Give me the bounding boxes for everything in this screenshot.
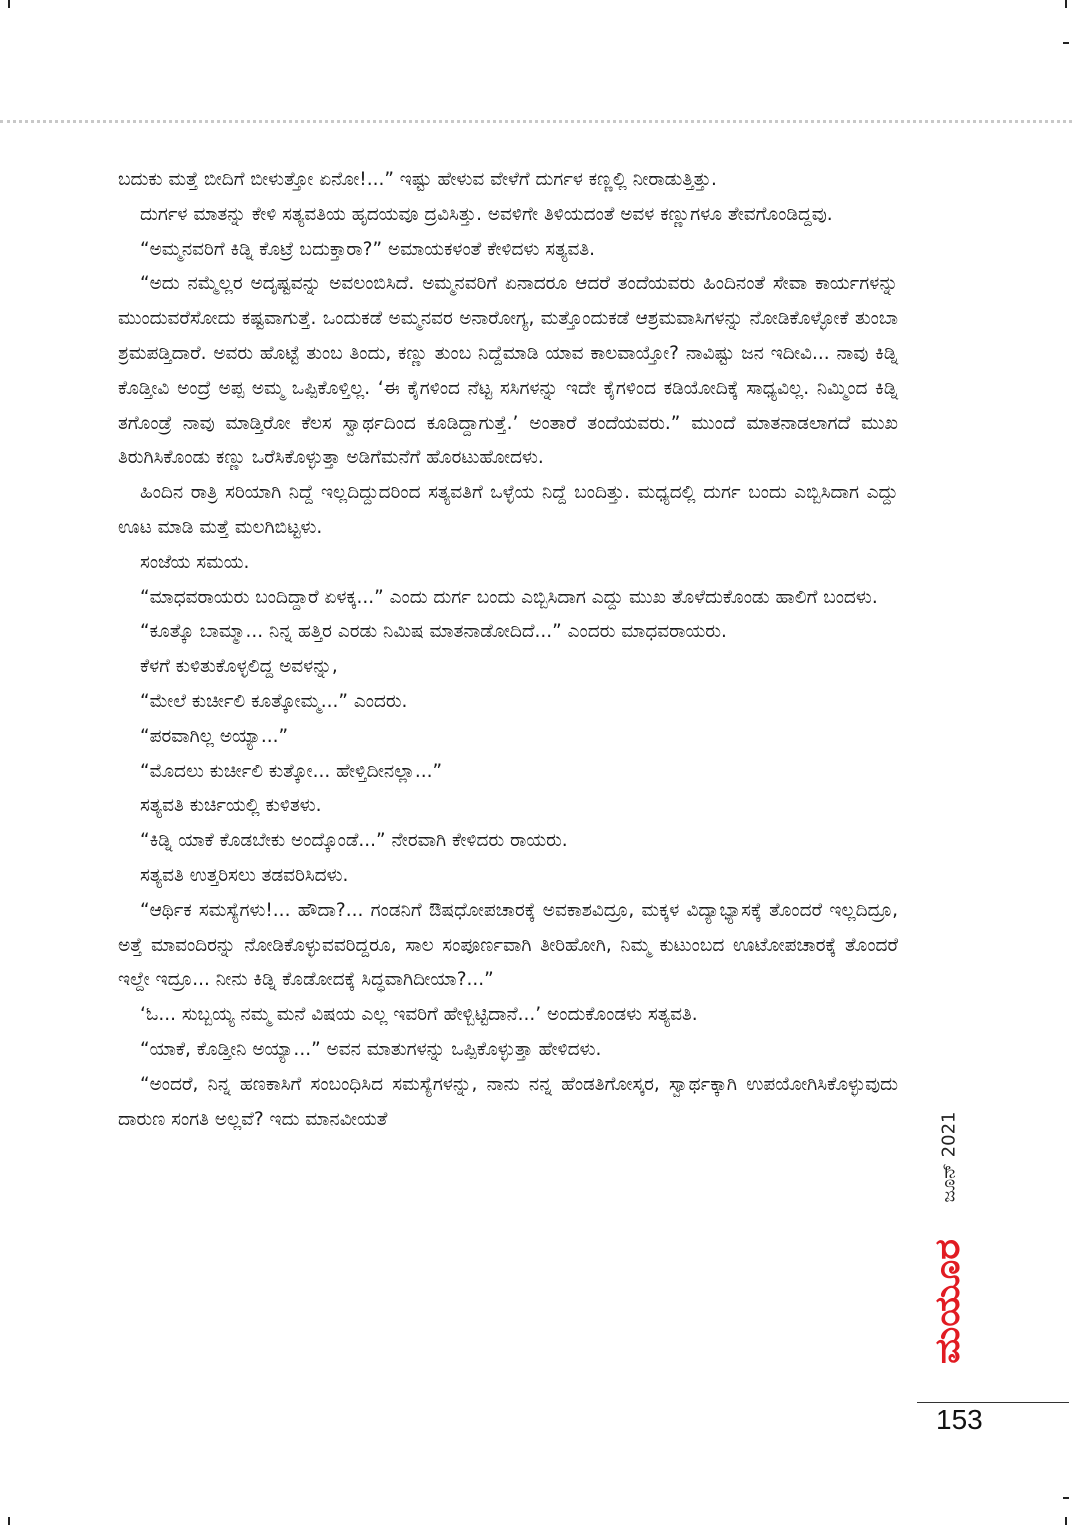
header-dotted-rule — [0, 120, 1072, 123]
crop-mark-right-top — [1063, 42, 1069, 44]
crop-mark-bottom-left — [8, 1517, 10, 1525]
article-paragraph: ಸತ್ಯವತಿ ಕುರ್ಚಿಯಲ್ಲಿ ಕುಳಿತಳು. — [140, 795, 322, 817]
article-paragraph: “ಕೂತ್ಕೊ ಬಾಮ್ಮಾ... ನಿನ್ನ ಹತ್ತಿರ ಎರಡು ನಿಮಿಷ ಮಾತನಾಡೋದಿದೆ...” ಎಂದರು ಮಾಧವರಾಯರು. — [140, 621, 727, 643]
article-paragraph: “ಅಂದರೆ, ನಿನ್ನ ಹಣಕಾಸಿಗೆ ಸಂಬಂಧಿಸಿದ ಸಮಸ್ಯೆಗಳನ್ನು, ನಾನು ನನ್ನ ಹೆಂಡತಿಗೋಸ್ಕರ, ಸ್ವಾರ್ಥಕ್ಕಾಗಿ ಉಪಯೋಗಿಸಿಕೊಳ್ಳುವುದು ದಾರುಣ ಸಂಗತಿ ಅಲ್ಲವೆ? ಇದು ಮಾನವೀಯತೆ — [118, 1073, 898, 1130]
article-paragraph: “ಮಾಧವರಾಯರು ಬಂದಿದ್ದಾರೆ ಏಳಕ್ಕ...” ಎಂದು ದುರ್ಗ ಬಂದು ಎಬ್ಬಿಸಿದಾಗ ಎದ್ದು ಮುಖ ತೊಳೆದುಕೊಂಡು ಹಾಲಿಗೆ ಬಂದಳು. — [140, 586, 878, 608]
issue-dateline: ಜೂನ್ 2021 — [938, 1111, 960, 1203]
article-paragraph: ಸತ್ಯವತಿ ಉತ್ತರಿಸಲು ತಡವರಿಸಿದಳು. — [140, 864, 349, 886]
crop-mark-right-bottom — [1063, 1497, 1069, 1499]
crop-mark-top-left — [8, 0, 10, 8]
magazine-branding — [928, 1102, 970, 1374]
footer-rule — [917, 1402, 1069, 1403]
article-paragraph: “ಪರವಾಗಿಲ್ಲ ಅಯ್ಯಾ...” — [140, 725, 289, 747]
article-paragraph: “ಮೊದಲು ಕುರ್ಚೀಲಿ ಕುತ್ಕೋ... ಹೇಳ್ತಿದೀನಲ್ಲಾ...” — [140, 760, 443, 782]
article-paragraph: “ಯಾಕೆ, ಕೊಡ್ತೀನಿ ಅಯ್ಯಾ...” ಅವನ ಮಾತುಗಳನ್ನು ಒಪ್ಪಿಕೊಳ್ಳುತ್ತಾ ಹೇಳಿದಳು. — [140, 1038, 602, 1060]
crop-mark-top-right — [1065, 0, 1067, 8]
magazine-logo — [928, 1102, 970, 1374]
article-paragraph: ಕೆಳಗೆ ಕುಳಿತುಕೊಳ್ಳಲಿದ್ದ ಅವಳನ್ನು, — [140, 656, 338, 678]
article-paragraph: ಬದುಕು ಮತ್ತೆ ಬೀದಿಗೆ ಬೀಳುತ್ತೋ ಏನೋ!...” ಇಷ್ಟು ಹೇಳುವ ವೇಳೆಗೆ ದುರ್ಗಳ ಕಣ್ಣಲ್ಲಿ ನೀರಾಡುತ್ತಿತ್ತು. — [118, 169, 717, 190]
article-paragraph: ‘ಓ... ಸುಬ್ಬಯ್ಯ ನಮ್ಮ ಮನೆ ವಿಷಯ ಎಲ್ಲ ಇವರಿಗೆ ಹೇಳ್ಬಿಟ್ಟಿದಾನೆ...’ ಅಂದುಕೊಂಡಳು ಸತ್ಯವತಿ. — [140, 1004, 698, 1026]
article-paragraph: “ಮೇಲೆ ಕುರ್ಚೀಲಿ ಕೂತ್ಕೋಮ್ಮ...” ಎಂದರು. — [140, 690, 408, 712]
article-paragraph: ಸಂಜೆಯ ಸಮಯ. — [140, 551, 250, 573]
article-paragraph: “ಅಮ್ಮನವರಿಗೆ ಕಿಡ್ನಿ ಕೊಟ್ರೆ ಬದುಕ್ತಾರಾ?” ಅಮಾಯಕಳಂತೆ ಕೇಳಿದಳು ಸತ್ಯವತಿ. — [140, 238, 596, 260]
article-paragraph: “ಕಿಡ್ನಿ ಯಾಕೆ ಕೊಡಬೇಕು ಅಂದ್ಕೊಂಡೆ...” ನೇರವಾಗಿ ಕೇಳಿದರು ರಾಯರು. — [140, 830, 568, 852]
article-body — [118, 163, 898, 1137]
article-paragraph: “ಆರ್ಥಿಕ ಸಮಸ್ಯೆಗಳು!... ಹೌದಾ?... ಗಂಡನಿಗೆ ಔಷಧೋಪಚಾರಕ್ಕೆ ಅವಕಾಶವಿದ್ರೂ, ಮಕ್ಕಳ ವಿದ್ಯಾಭ್ಯಾಸಕ್ಕೆ ತೊಂದರೆ ಇಲ್ಲದಿದ್ರೂ, ಅತ್ತೆ ಮಾವಂದಿರನ್ನು ನೋಡಿಕೊಳ್ಳುವವರಿದ್ದರೂ, ಸಾಲ ಸಂಪೂರ್ಣವಾಗಿ ತೀರಿಹೋಗಿ, ನಿಮ್ಮ ಕುಟುಂಬದ ಊಟೋಪಚಾರಕ್ಕೆ ತೊಂದರೆ ಇಲ್ದೇ ಇದ್ರೂ... ನೀನು ಕಿಡ್ನಿ ಕೊಡೋದಕ್ಕೆ ಸಿದ್ಧವಾಗಿದೀಯಾ?...” — [118, 899, 898, 991]
article-paragraph: “ಅದು ನಮ್ಮೆಲ್ಲರ ಅದೃಷ್ಟವನ್ನು ಅವಲಂಬಿಸಿದೆ. ಅಮ್ಮನವರಿಗೆ ಏನಾದರೂ ಆದರೆ ತಂದೆಯವರು ಹಿಂದಿನಂತೆ ಸೇವಾ ಕಾರ್ಯಗಳನ್ನು ಮುಂದುವರೆಸೋದು ಕಷ್ಟವಾಗುತ್ತೆ. ಒಂದುಕಡೆ ಅಮ್ಮನವರ ಅನಾರೋಗ್ಯ, ಮತ್ತೊಂದುಕಡೆ ಆಶ್ರಮವಾಸಿಗಳನ್ನು ನೋಡಿಕೊಳ್ಳೋಕೆ ತುಂಬಾ ಶ್ರಮಪಡ್ತಿದಾರೆ. ಅವರು ಹೊಟ್ಟೆ ತುಂಬ ತಿಂದು, ಕಣ್ಣು ತುಂಬ ನಿದ್ದೆಮಾಡಿ ಯಾವ ಕಾಲವಾಯ್ತೋ? ನಾವಿಷ್ಟು ಜನ ಇದೀವಿ... ನಾವು ಕಿಡ್ನಿ ಕೊಡ್ತೀವಿ ಅಂದ್ರೆ ಅಪ್ಪ ಅಮ್ಮ ಒಪ್ಪಿಕೊಳ್ತಿಲ್ಲ. ‘ಈ ಕೈಗಳಿಂದ ನೆಟ್ಟ ಸಸಿಗಳನ್ನು ಇದೇ ಕೈಗಳಿಂದ ಕಡಿಯೋದಿಕ್ಕೆ ಸಾಧ್ಯವಿಲ್ಲ. ನಿಮ್ಮಿಂದ ಕಿಡ್ನಿ ತಗೊಂಡ್ರೆ ನಾವು ಮಾಡ್ತಿರೋ ಕೆಲಸ ಸ್ವಾರ್ಥದಿಂದ ಕೂಡಿದ್ದಾಗುತ್ತೆ.’ ಅಂತಾರೆ ತಂದೆಯವರು.” ಮುಂದೆ ಮಾತನಾಡಲಾಗದೆ ಮುಖ ತಿರುಗಿಸಿಕೊಂಡು ಕಣ್ಣು ಒರೆಸಿಕೊಳ್ಳುತ್ತಾ ಅಡಿಗೆಮನೆಗೆ ಹೊರಟುಹೋದಳು. — [118, 273, 898, 469]
article-paragraph: ಹಿಂದಿನ ರಾತ್ರಿ ಸರಿಯಾಗಿ ನಿದ್ದೆ ಇಲ್ಲದಿದ್ದುದರಿಂದ ಸತ್ಯವತಿಗೆ ಒಳ್ಳೆಯ ನಿದ್ದೆ ಬಂದಿತ್ತು. ಮಧ್ಯದಲ್ಲಿ ದುರ್ಗ ಬಂದು ಎಬ್ಬಿಸಿದಾಗ ಎದ್ದು ಊಟ ಮಾಡಿ ಮತ್ತೆ ಮಲಗಿಬಿಟ್ಟಳು. — [118, 482, 898, 538]
article-paragraph: ದುರ್ಗಳ ಮಾತನ್ನು ಕೇಳಿ ಸತ್ಯವತಿಯ ಹೃದಯವೂ ದ್ರವಿಸಿತ್ತು. ಅವಳಿಗೇ ತಿಳಿಯದಂತೆ ಅವಳ ಕಣ್ಣುಗಳೂ ತೇವಗೊಂಡಿದ್ದವು. — [140, 203, 833, 225]
magazine-logo-text: ಮಯೂರ — [928, 1255, 968, 1364]
page-number: 153 — [936, 1404, 983, 1435]
crop-mark-bottom-right — [1065, 1517, 1067, 1525]
